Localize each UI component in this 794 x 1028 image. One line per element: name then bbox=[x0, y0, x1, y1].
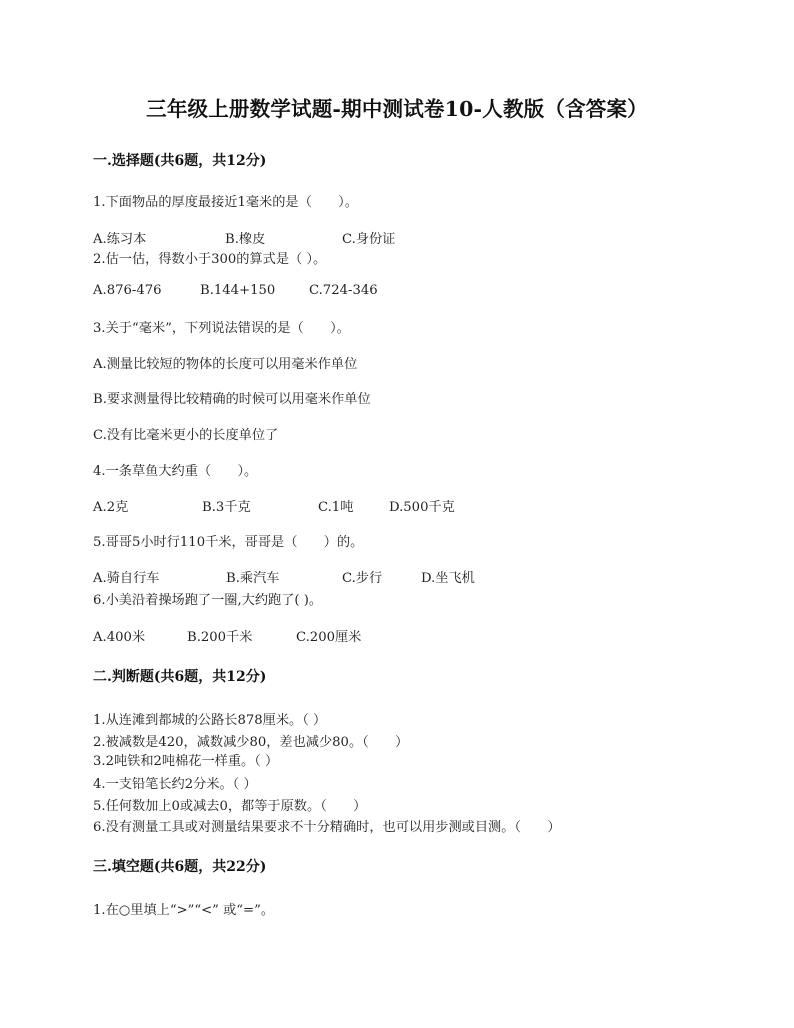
question-option: B.3千克 bbox=[202, 500, 251, 515]
question-option: A.骑自行车 bbox=[93, 571, 160, 586]
judge-question: 2.被减数是420，减数减少80，差也减少80。（ ） bbox=[93, 735, 409, 750]
judge-question: 4.一支铅笔长约2分米。（ ） bbox=[93, 777, 257, 792]
question-option: A.练习本 bbox=[93, 232, 147, 247]
question-stem: 6.小美沿着操场跑了一圈,大约跑了( )。 bbox=[93, 593, 323, 608]
section-heading-choice: 一.选择题(共6题，共12分) bbox=[93, 153, 267, 169]
fill-question: 1.在○里填上“>”“<” 或“=”。 bbox=[93, 903, 275, 918]
question-option: A.测量比较短的物体的长度可以用毫米作单位 bbox=[93, 357, 358, 372]
question-option: A.2克 bbox=[93, 500, 129, 515]
section-heading-judge: 二.判断题(共6题，共12分) bbox=[93, 669, 267, 685]
judge-question: 1.从连滩到都城的公路长878厘米。（ ） bbox=[93, 713, 327, 728]
section-heading-fill: 三.填空题(共6题，共22分) bbox=[93, 859, 267, 875]
question-option: B.144+150 bbox=[200, 283, 276, 298]
question-stem: 1.下面物品的厚度最接近1毫米的是（ ）。 bbox=[93, 195, 358, 210]
question-stem: 4.一条草鱼大约重（ ）。 bbox=[93, 464, 258, 479]
question-option: C.724-346 bbox=[309, 283, 378, 298]
question-stem: 5.哥哥5小时行110千米，哥哥是（ ）的。 bbox=[93, 535, 364, 550]
question-option: B.乘汽车 bbox=[226, 571, 280, 586]
question-option: D.500千克 bbox=[389, 500, 455, 515]
question-option: A.876-476 bbox=[93, 283, 162, 298]
page-title: 三年级上册数学试题-期中测试卷10-人教版（含答案） bbox=[146, 97, 648, 121]
judge-question: 6.没有测量工具或对测量结果要求不十分精确时，也可以用步测或目测。（ ） bbox=[93, 820, 561, 835]
question-option: B.200千米 bbox=[187, 630, 253, 645]
question-stem: 2.估一估，得数小于300的算式是（ ）。 bbox=[93, 252, 327, 267]
judge-question: 3.2吨铁和2吨棉花一样重。（ ） bbox=[93, 754, 279, 769]
question-option: C.步行 bbox=[342, 571, 383, 586]
question-option: B.要求测量得比较精确的时候可以用毫米作单位 bbox=[93, 392, 371, 407]
question-option: C.200厘米 bbox=[296, 630, 362, 645]
question-option: C.没有比毫米更小的长度单位了 bbox=[93, 428, 279, 443]
question-option: C.1吨 bbox=[318, 500, 354, 515]
question-option: A.400米 bbox=[93, 630, 146, 645]
question-stem: 3.关于“毫米”，下列说法错误的是（ ）。 bbox=[93, 321, 350, 336]
judge-question: 5.任何数加上0或减去0，都等于原数。（ ） bbox=[93, 799, 367, 814]
question-option: C.身份证 bbox=[342, 232, 396, 247]
question-option: B.橡皮 bbox=[225, 232, 266, 247]
question-option: D.坐飞机 bbox=[421, 571, 475, 586]
